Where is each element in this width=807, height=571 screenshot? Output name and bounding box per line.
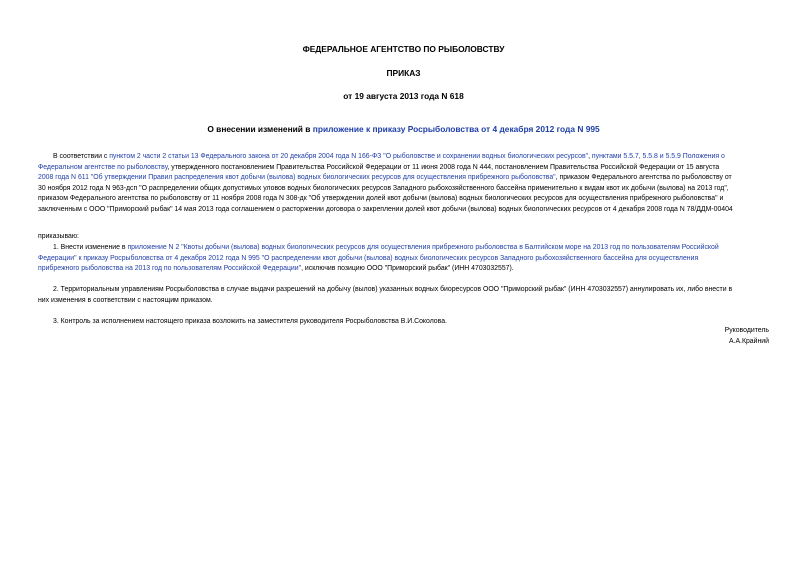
preamble-line-2 [38,163,769,174]
document-title [38,124,769,135]
item-1-text: 1. Внести изменение в [53,244,128,251]
item-1-line-1 [38,243,769,254]
preamble-line-3 [38,173,769,184]
document-page [38,0,769,571]
agency-name: ФЕДЕРАЛЬНОЕ АГЕНТСТВО ПО РЫБОЛОВСТВУ [302,44,505,54]
signature-position: Руководитель [724,327,769,334]
agency-regulation-link[interactable]: Федеральном агентстве по рыболовству [38,163,168,171]
preamble-line-5: приказом Федерального агентства по рыболовству от 11 ноября 2008 года N 308-дк "Об утверждении долей квот добычи (вылова) водных биологических ресурсов для осуществления прибрежного рыболовства" и [38,195,724,202]
title-link[interactable]: приложение к приказу Росрыболовства от 4 декабря 2012 года N 995 [312,124,600,134]
document-type: ПРИКАЗ [386,68,421,78]
item-2-line-2: них изменения в соответствии с настоящим приказом. [38,296,213,304]
regulation-points-link[interactable]: пунктами 5.5.7, 5.5.8 и 5.5.9 Положения о [591,153,725,160]
preamble-text: , приказом Федерального агентства по рыболовству от [555,174,732,181]
preamble-text: , [588,153,592,160]
item-3-paragraph [38,317,769,328]
preamble-line-4: 30 ноября 2012 года N 963-дсп "О распределении общих допустимых уловов водных биологических ресурсов Западного рыбохозяйственного бассейна применительно к видам квот их добычи (вылова) на 2013 год", [38,184,729,192]
item-1-line-3 [38,264,769,275]
preamble-line-1 [38,152,769,163]
preamble-text: , утвержденного постановлением Правительства Российской Федерации от 11 июня 2008 года N 444, постановлением Правительства Российской Федерации от 15 августа [167,163,720,171]
order-995-link[interactable]: Федерации" к приказу Росрыболовства от 4 декабря 2012 года N 995 "О распределении квот добычи (вылова) водных биологических ресурсов Западного рыбохозяйственного бассейна для осуществления [38,254,699,262]
law-166-fz-link[interactable]: пунктом 2 части 2 статьи 13 Федерального закона от 20 декабря 2004 года N 166-ФЗ "О рыболовстве и сохранении водных биологических ресурсов" [109,153,589,160]
coastal-fishing-link[interactable]: прибрежного рыболовства на 2013 год по пользователям Российской Федерации" [38,265,302,272]
preamble-text: В соответствии с [53,153,110,160]
item-3-line-1: 3. Контроль за исполнением настоящего приказа возложить на заместителя руководителя Росрыболовства В.И.Соколова. [53,318,447,325]
signature-name: А.А.Крайний [728,338,769,345]
document-date-number: от 19 августа 2013 года N 618 [343,91,464,101]
item-1-paragraph [38,243,769,275]
item-2-paragraph [38,285,769,306]
preamble-line-6: заключенным с ООО "Приморский рыбак" 14 мая 2013 года соглашением о расторжении договора о закреплении долей квот добычи (вылова) водных биологических ресурсов от 4 декабря 2008 года N 78/ДДМ-00404 [38,205,733,213]
item-2-line-1: 2. Территориальным управлениям Росрыболовства в случае выдачи разрешений на добычу (вылов) указанных водных биоресурсов ООО "Приморский рыбак" (ИНН 4703032557) аннулировать их, либо внести в [53,286,733,293]
item-1-text: , исключив позицию ООО "Приморский рыбак" (ИНН 4703032557). [301,265,514,272]
appendix-2-link[interactable]: приложение N 2 "Квоты добычи (вылова) водных биологических ресурсов для осуществления прибрежного рыболовства в Балтийском море на 2013 год по пользователям Российской [127,244,719,251]
order-word: приказываю: [38,233,79,240]
preamble-paragraph [38,152,769,215]
title-prefix: О внесении изменений в [207,124,313,134]
item-1-line-2 [38,254,769,265]
decree-611-link[interactable]: 2008 года N 611 "Об утверждении Правил распределения квот добычи (вылова) водных биологических ресурсов для осуществления прибрежного рыболовства" [38,174,556,181]
